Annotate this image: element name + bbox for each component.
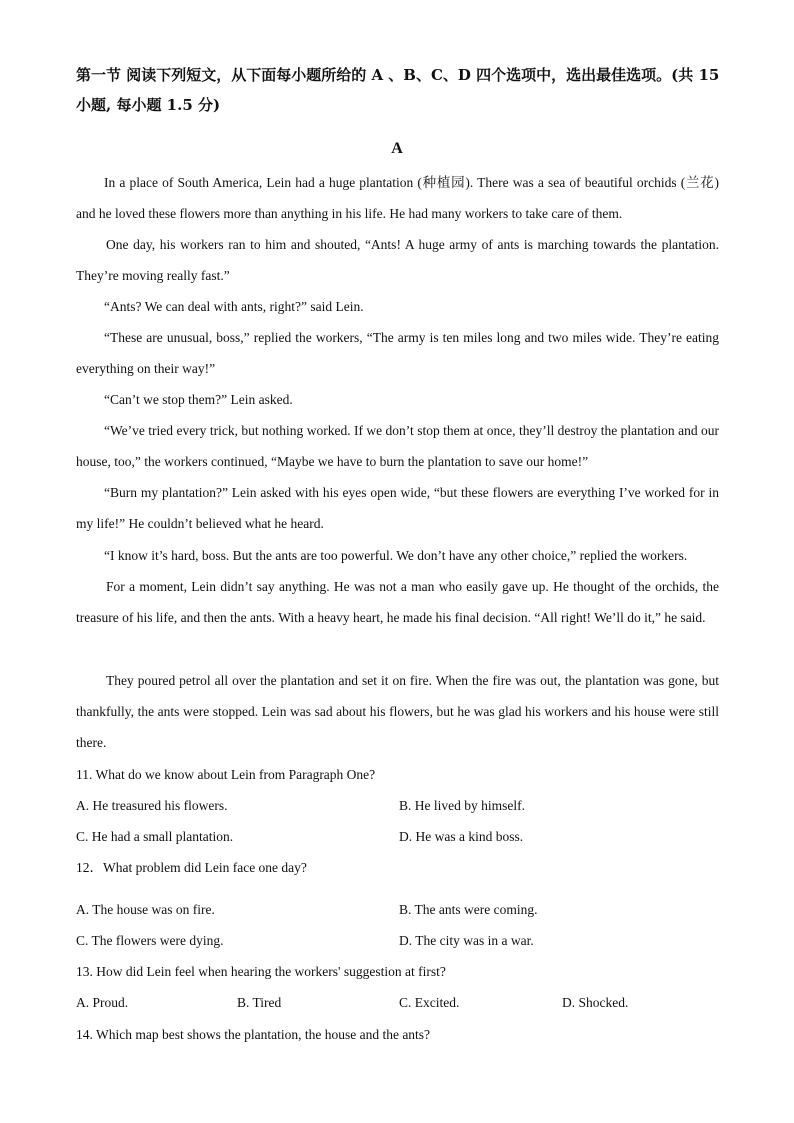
passage-label: A [391, 140, 403, 157]
paragraph-10: They poured petrol all over the plantation and set it on fire. When the fire was out, the plantation was gone, but thankfully, the ants were stopped. Lein was sad about his flowers, but he was glad his workers and his house were still there. [76, 673, 719, 750]
question-11-option-d[interactable]: D. He was a kind boss. [399, 829, 524, 844]
question-12-option-c[interactable]: C. The flowers were dying. [76, 933, 224, 948]
paragraph-8: “I know it’s hard, boss. But the ants are too powerful. We don’t have any other choice,” replied the workers. [104, 548, 688, 563]
question-13-stem: 13. How did Lein feel when hearing the workers' suggestion at first? [76, 964, 446, 979]
question-11-option-b[interactable]: B. He lived by himself. [399, 798, 525, 813]
question-12-option-d[interactable]: D. The city was in a war. [399, 933, 534, 948]
question-13-option-b[interactable]: B. Tired [237, 995, 282, 1010]
question-11-option-c[interactable]: C. He had a small plantation. [76, 829, 234, 844]
question-12-option-a[interactable]: A. The house was on fire. [76, 902, 215, 917]
question-13-option-c[interactable]: C. Excited. [399, 995, 460, 1010]
paragraph-7: “Burn my plantation?” Lein asked with his eyes open wide, “but these flowers are everything I’ve worked for in my life!” He couldn’t believed what he heard. [76, 485, 719, 531]
paragraph-3: “Ants? We can deal with ants, right?” said Lein. [104, 299, 364, 314]
question-11-stem: 11. What do we know about Lein from Paragraph One? [76, 767, 376, 782]
question-11-option-a[interactable]: A. He treasured his flowers. [76, 798, 228, 813]
paragraph-5: “Can’t we stop them?” Lein asked. [104, 392, 293, 407]
question-14-stem: 14. Which map best shows the plantation, the house and the ants? [76, 1027, 431, 1042]
paragraph-6: “We’ve tried every trick, but nothing worked. If we don’t stop them at once, they’ll destroy the plantation and our house, too,” the workers continued, “Maybe we have to burn the plantation to save our home!” [76, 423, 719, 469]
paragraph-4: “These are unusual, boss,” replied the workers, “The army is ten miles long and two miles wide. They’re eating everything on their way!” [76, 330, 719, 376]
paragraph-2: One day, his workers ran to him and shouted, “Ants! A huge army of ants is marching towards the plantation. They’re moving really fast.” [76, 237, 719, 283]
question-12-stem: 12．What problem did Lein face one day? [76, 860, 307, 875]
paragraph-9: For a moment, Lein didn’t say anything. He was not a man who easily gave up. He thought of the orchids, the treasure of his life, and then the ants. With a heavy heart, he made his final decision. “All right! We’ll do it,” he said. [76, 579, 719, 625]
section-heading: 第一节 阅读下列短文，从下面每小题所给的 A 、B、C、D 四个选项中，选出最佳选项。(共 15 小题, 每小题 1.5 分) [76, 66, 720, 114]
question-12-option-b[interactable]: B. The ants were coming. [399, 902, 538, 917]
question-13-option-a[interactable]: A. Proud. [76, 995, 129, 1010]
paragraph-1: In a place of South America, Lein had a huge plantation (种植园). There was a sea of beautiful orchids (兰花) and he loved these flowers more than anything in his life. He had many workers to take care of them. [76, 175, 719, 221]
question-13-option-d[interactable]: D. Shocked. [562, 995, 629, 1010]
